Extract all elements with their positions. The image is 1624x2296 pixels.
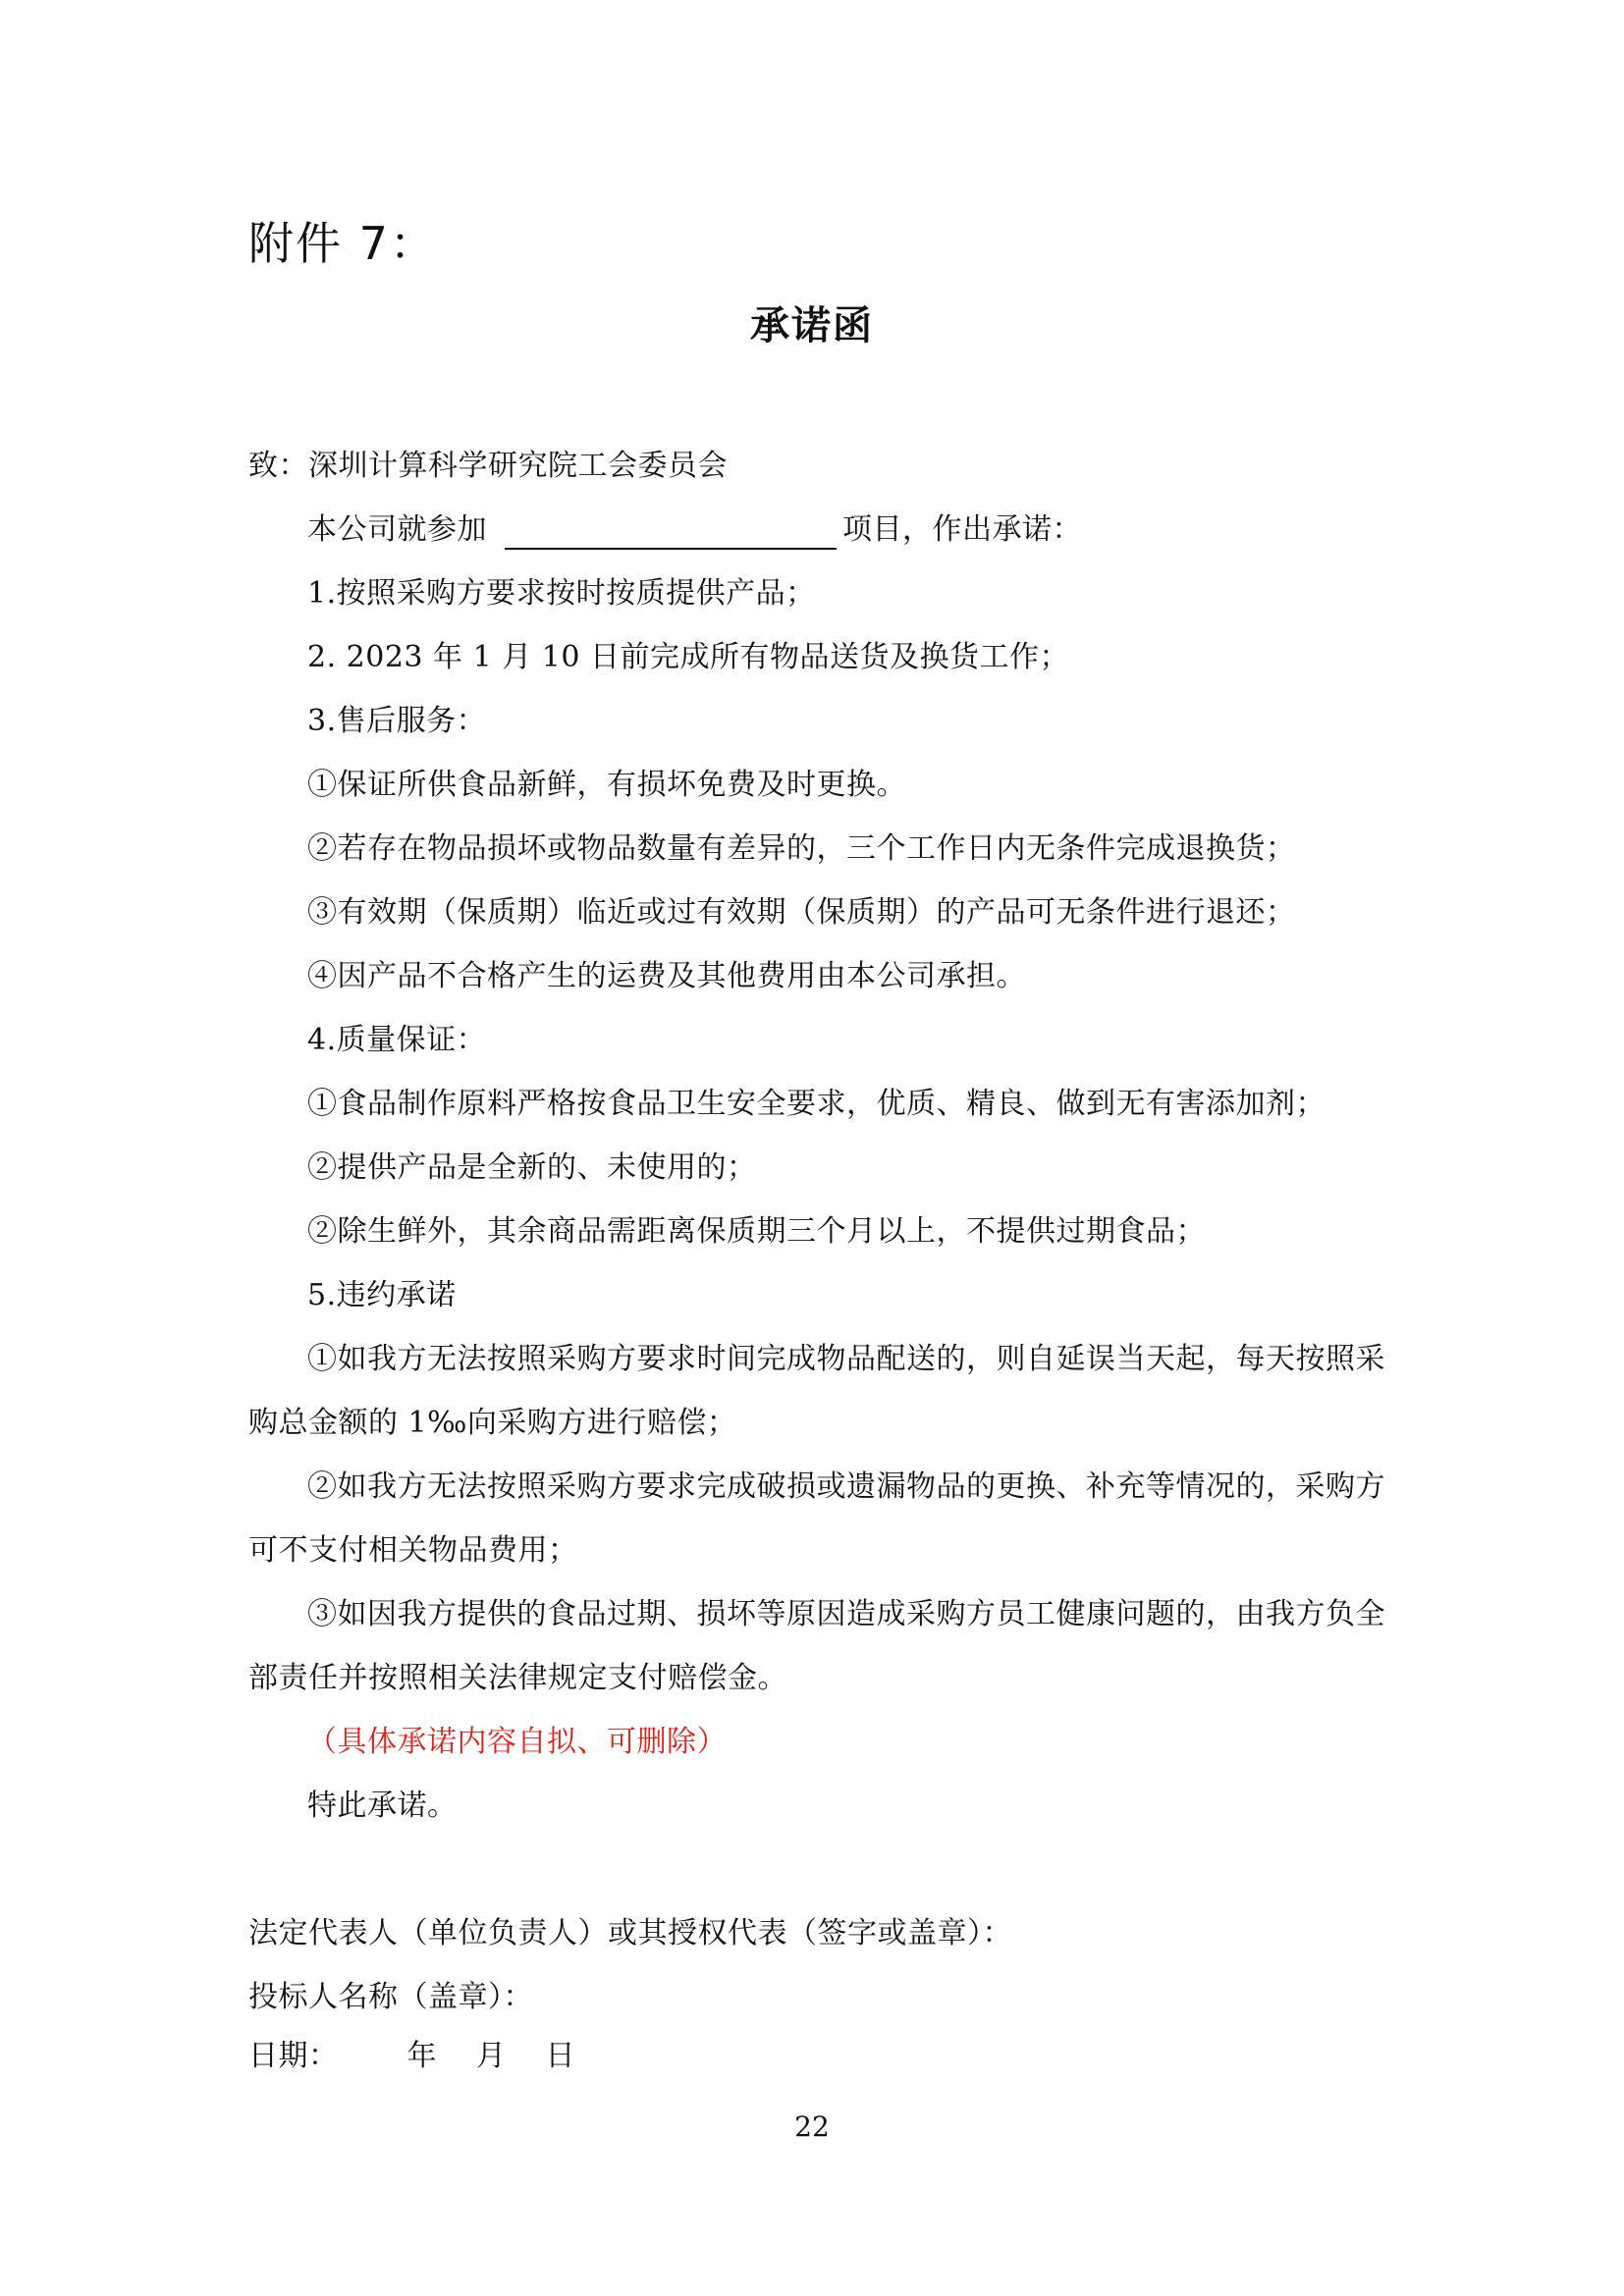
after-sales-point-2: ②若存在物品损坏或物品数量有差异的，三个工作日内无条件完成退换货； xyxy=(307,831,1296,866)
date-line xyxy=(248,2037,575,2076)
page-title: 承诺函 xyxy=(750,303,874,348)
breach-point-2-line-2: 可不支付相关物品费用； xyxy=(248,1533,578,1568)
after-sales-point-4: ④因产品不合格产生的运费及其他费用由本公司承担。 xyxy=(307,959,1026,993)
intro-before: 本公司就参加 xyxy=(307,512,487,547)
attachment-label: 附件 7： xyxy=(248,217,437,270)
after-sales-point-1: ①保证所供食品新鲜，有损坏免费及时更换。 xyxy=(307,768,906,802)
date-year: 年 xyxy=(406,2039,437,2073)
commitment-item-3: 3.售后服务： xyxy=(307,704,487,738)
commitment-item-5: 5.违约承诺 xyxy=(307,1278,457,1312)
quality-point-3: ②除生鲜外，其余商品需距离保质期三个月以上，不提供过期食品； xyxy=(307,1214,1206,1249)
intro-after: 项目，作出承诺： xyxy=(842,512,1082,547)
project-name-blank xyxy=(505,516,837,550)
closing-line: 特此承诺。 xyxy=(307,1789,458,1823)
after-sales-point-3: ③有效期（保质期）临近或过有效期（保质期）的产品可无条件进行退还； xyxy=(307,895,1296,930)
bidder-name-line: 投标人名称（盖章）： xyxy=(248,1980,533,2014)
breach-point-1-line-1: ①如我方无法按照采购方要求时间完成物品配送的，则自延误当天起，每天按照采 xyxy=(307,1342,1385,1376)
breach-point-3-line-2: 部责任并按照相关法律规定支付赔偿金。 xyxy=(248,1661,787,1695)
breach-point-3-line-1: ③如因我方提供的食品过期、损坏等原因造成采购方员工健康问题的，由我方负全 xyxy=(307,1597,1385,1631)
intro-line xyxy=(307,510,1082,550)
editable-note: （具体承诺内容自拟、可删除） xyxy=(307,1725,727,1759)
quality-point-2: ②提供产品是全新的、未使用的； xyxy=(307,1150,757,1185)
date-month: 月 xyxy=(476,2039,507,2073)
commitment-item-2: 2. 2023 年 1 月 10 日前完成所有物品送货及换货工作； xyxy=(307,640,1069,674)
page-number: 22 xyxy=(794,2110,830,2143)
date-day: 日 xyxy=(545,2039,575,2073)
breach-point-2-line-1: ②如我方无法按照采购方要求完成破损或遗漏物品的更换、补充等情况的，采购方 xyxy=(307,1469,1385,1504)
commitment-item-4: 4.质量保证： xyxy=(307,1023,487,1057)
recipient-line: 致：深圳计算科学研究院工会委员会 xyxy=(248,449,728,483)
date-label: 日期： xyxy=(248,2039,339,2073)
breach-point-1-line-2: 购总金额的 1‰向采购方进行赔偿； xyxy=(248,1406,737,1440)
representative-signature-line: 法定代表人（单位负责人）或其授权代表（签字或盖章）： xyxy=(248,1916,1012,1950)
quality-point-1: ①食品制作原料严格按食品卫生安全要求，优质、精良、做到无有害添加剂； xyxy=(307,1087,1326,1121)
commitment-item-1: 1.按照采购方要求按时按质提供产品； xyxy=(307,576,816,611)
